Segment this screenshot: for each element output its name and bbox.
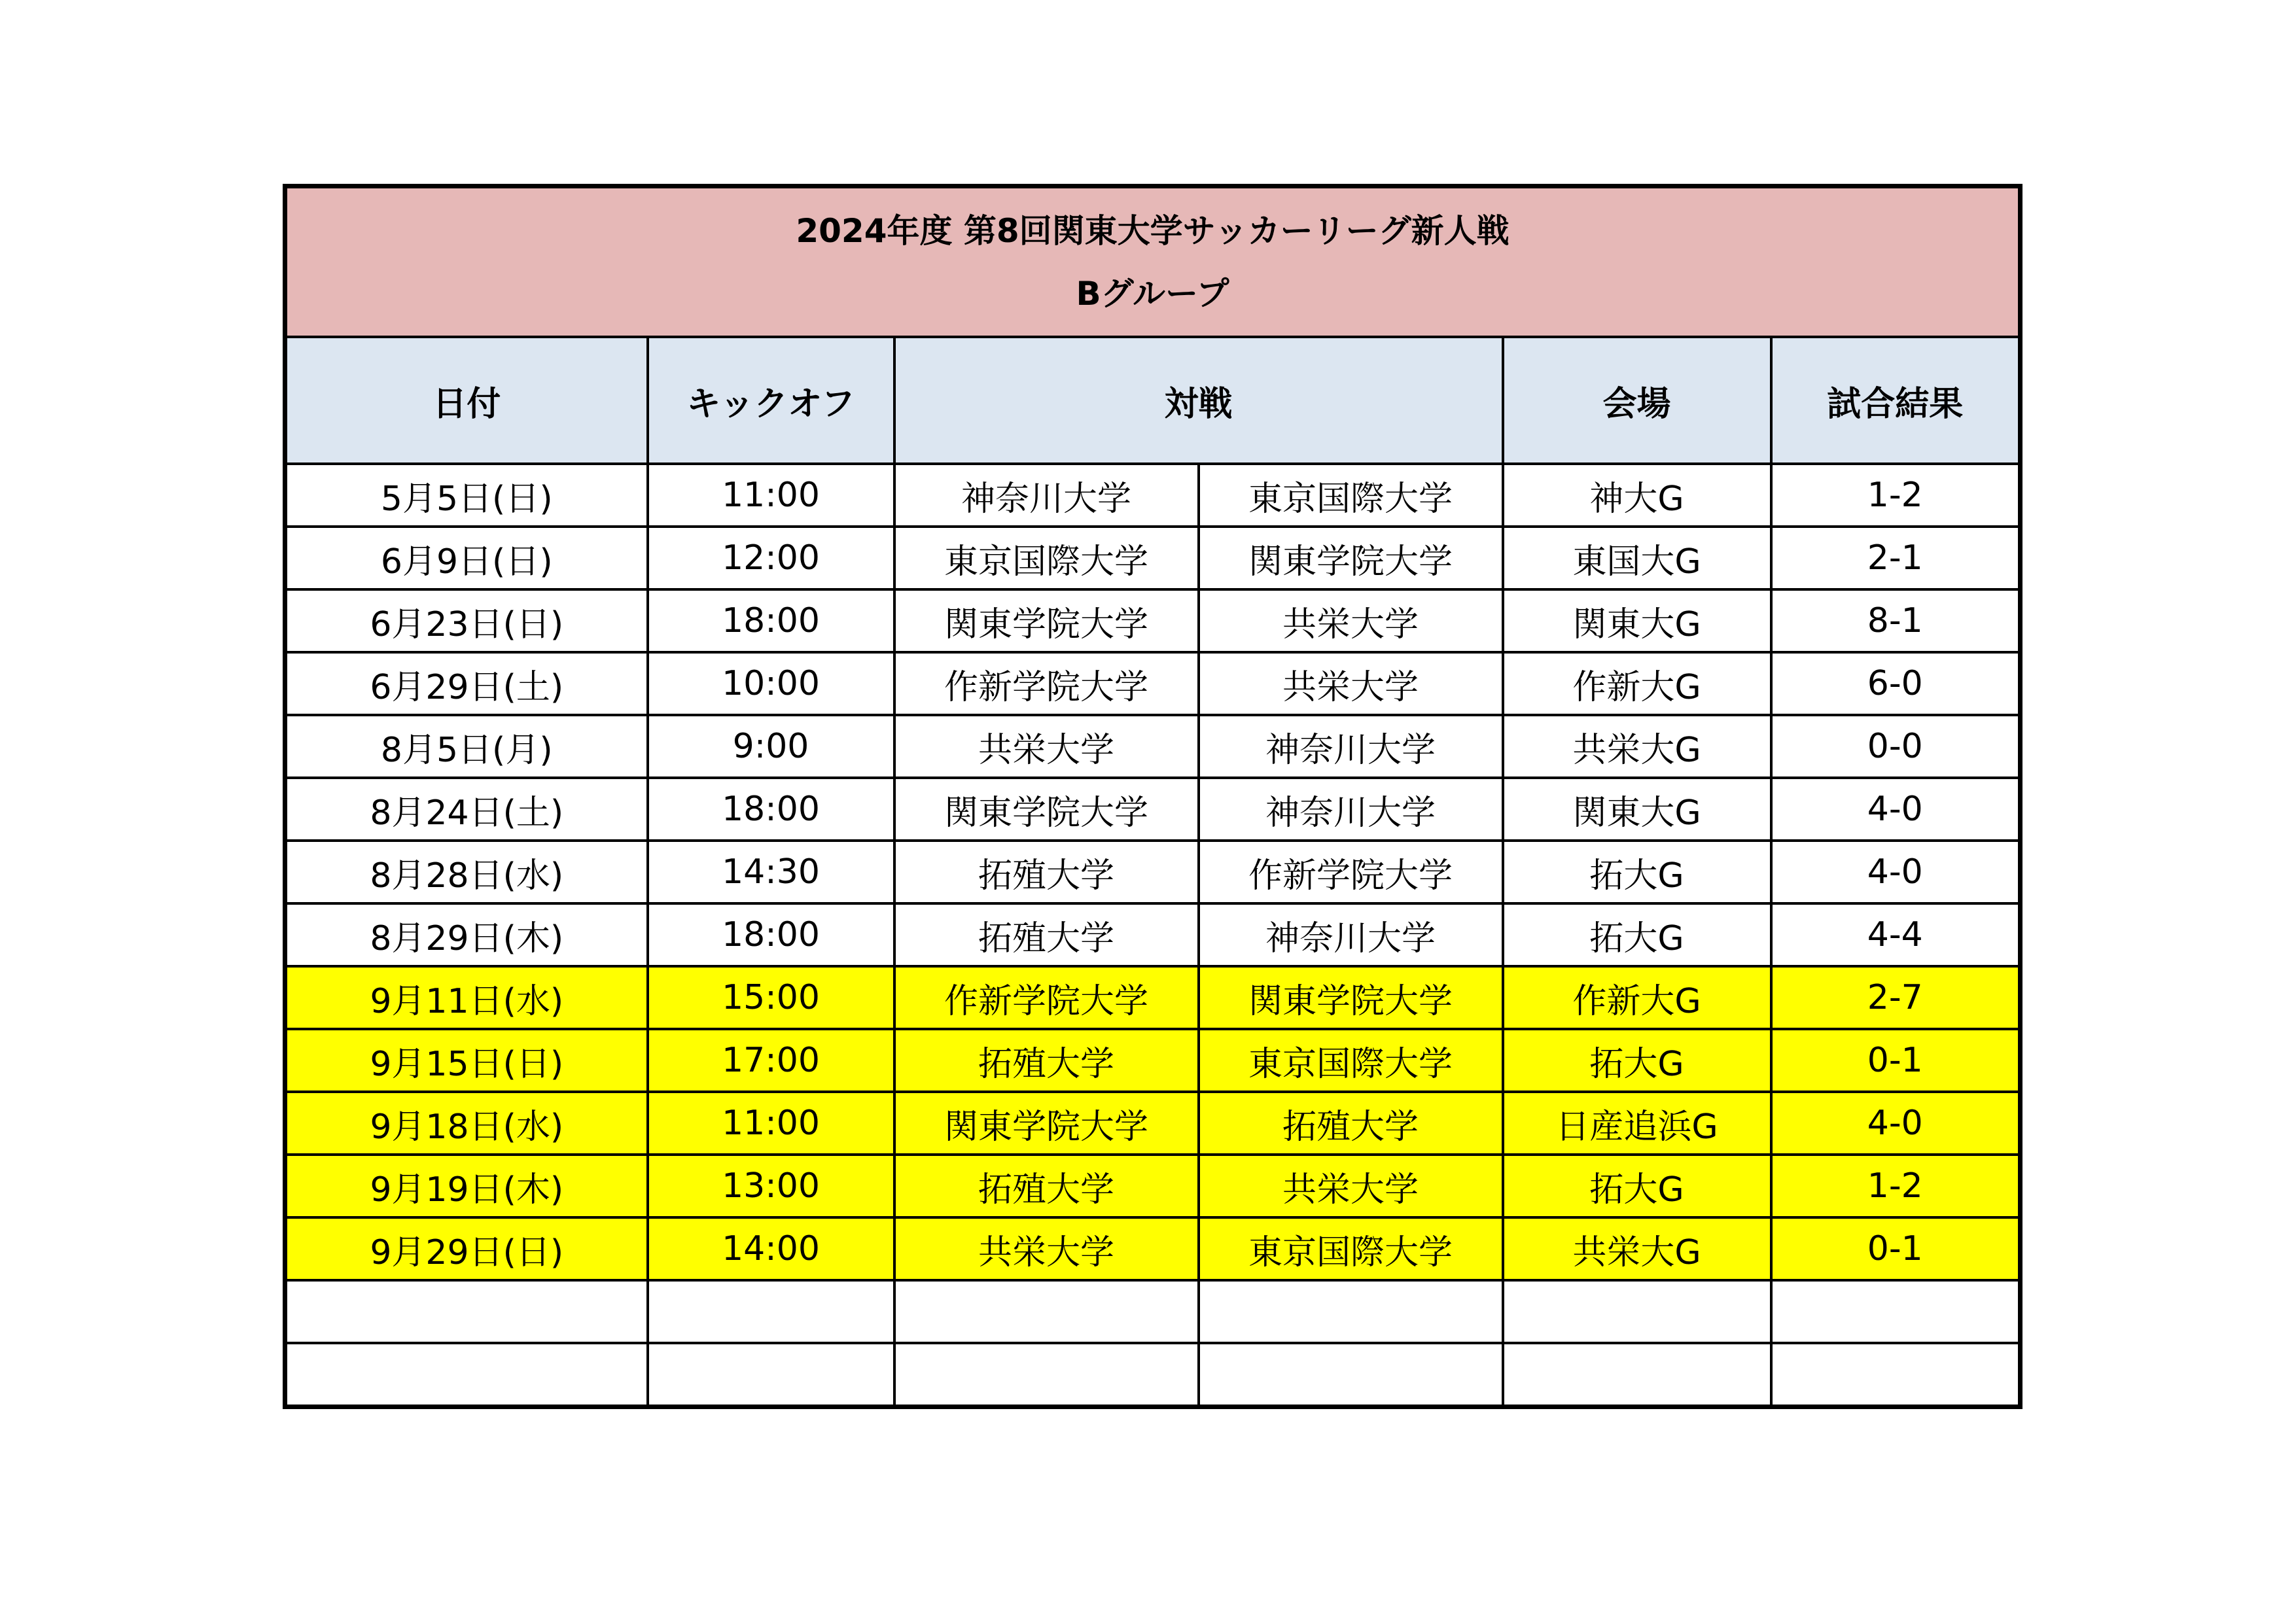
cell-date: 9月11日(水) <box>285 966 648 1029</box>
cell-date: 6月23日(日) <box>285 589 648 652</box>
table-row <box>285 1217 2021 1280</box>
cell-venue: 東国大G <box>1503 527 1771 589</box>
cell-result: 0-1 <box>1771 1029 2021 1092</box>
cell-home-team: 拓殖大学 <box>894 841 1199 903</box>
cell-home-team: 作新学院大学 <box>894 652 1199 715</box>
cell-date: 8月5日(月) <box>285 715 648 778</box>
cell-away-team: 東京国際大学 <box>1199 464 1503 527</box>
cell-result: 6-0 <box>1771 652 2021 715</box>
cell-venue: 作新大G <box>1503 966 1771 1029</box>
cell-result: 4-4 <box>1771 903 2021 966</box>
cell-venue: 拓大G <box>1503 841 1771 903</box>
cell-away-team: 神奈川大学 <box>1199 778 1503 841</box>
cell-home-team: 拓殖大学 <box>894 1029 1199 1092</box>
cell-kickoff: 12:00 <box>648 527 894 589</box>
cell-away-team: 関東学院大学 <box>1199 527 1503 589</box>
header-venue: 会場 <box>1503 337 1771 464</box>
cell-kickoff: 11:00 <box>648 464 894 527</box>
cell-away-team: 関東学院大学 <box>1199 966 1503 1029</box>
header-match: 対戦 <box>894 337 1503 464</box>
cell-away-team: 共栄大学 <box>1199 589 1503 652</box>
cell-home-team: 神奈川大学 <box>894 464 1199 527</box>
table-row <box>285 1029 2021 1092</box>
cell-result: 4-0 <box>1771 1092 2021 1155</box>
cell-venue: 日産追浜G <box>1503 1092 1771 1155</box>
cell-venue: 拓大G <box>1503 1029 1771 1092</box>
cell-venue <box>1503 1343 1771 1407</box>
cell-date <box>285 1343 648 1407</box>
cell-away-team: 作新学院大学 <box>1199 841 1503 903</box>
cell-result <box>1771 1280 2021 1343</box>
cell-kickoff: 9:00 <box>648 715 894 778</box>
cell-kickoff: 17:00 <box>648 1029 894 1092</box>
cell-date: 9月29日(日) <box>285 1217 648 1280</box>
cell-date: 9月19日(木) <box>285 1155 648 1217</box>
cell-away-team: 拓殖大学 <box>1199 1092 1503 1155</box>
cell-kickoff: 14:30 <box>648 841 894 903</box>
cell-date: 8月29日(木) <box>285 903 648 966</box>
cell-home-team: 共栄大学 <box>894 715 1199 778</box>
cell-venue: 拓大G <box>1503 903 1771 966</box>
table-row <box>285 841 2021 903</box>
header-date: 日付 <box>285 337 648 464</box>
cell-venue: 共栄大G <box>1503 715 1771 778</box>
table-row <box>285 715 2021 778</box>
header-row <box>285 337 2021 464</box>
cell-venue: 共栄大G <box>1503 1217 1771 1280</box>
cell-result: 2-7 <box>1771 966 2021 1029</box>
cell-date <box>285 1280 648 1343</box>
cell-venue: 関東大G <box>1503 589 1771 652</box>
cell-date: 8月28日(水) <box>285 841 648 903</box>
cell-date: 9月18日(水) <box>285 1092 648 1155</box>
table-row <box>285 966 2021 1029</box>
cell-venue: 作新大G <box>1503 652 1771 715</box>
cell-home-team: 関東学院大学 <box>894 1092 1199 1155</box>
title-line-2: Bグループ <box>1076 274 1229 313</box>
cell-home-team <box>894 1343 1199 1407</box>
table-row <box>285 1092 2021 1155</box>
cell-date: 5月5日(日) <box>285 464 648 527</box>
cell-date: 9月15日(日) <box>285 1029 648 1092</box>
header-kickoff: キックオフ <box>648 337 894 464</box>
cell-venue <box>1503 1280 1771 1343</box>
cell-kickoff: 18:00 <box>648 778 894 841</box>
cell-result: 8-1 <box>1771 589 2021 652</box>
cell-result: 0-0 <box>1771 715 2021 778</box>
cell-home-team: 関東学院大学 <box>894 778 1199 841</box>
cell-kickoff: 15:00 <box>648 966 894 1029</box>
cell-result: 4-0 <box>1771 778 2021 841</box>
table-row <box>285 589 2021 652</box>
cell-result <box>1771 1343 2021 1407</box>
cell-date: 6月29日(土) <box>285 652 648 715</box>
cell-away-team: 神奈川大学 <box>1199 715 1503 778</box>
cell-home-team: 作新学院大学 <box>894 966 1199 1029</box>
cell-date: 6月9日(日) <box>285 527 648 589</box>
cell-home-team: 拓殖大学 <box>894 903 1199 966</box>
cell-venue: 神大G <box>1503 464 1771 527</box>
cell-result: 4-0 <box>1771 841 2021 903</box>
schedule-table <box>283 184 2022 1409</box>
cell-venue: 関東大G <box>1503 778 1771 841</box>
table-row <box>285 527 2021 589</box>
cell-away-team: 神奈川大学 <box>1199 903 1503 966</box>
table-title <box>285 186 2021 338</box>
table-row <box>285 1343 2021 1407</box>
title-line-1: 2024年度 第8回関東大学サッカーリーグ新人戦 <box>796 211 1510 250</box>
cell-kickoff: 18:00 <box>648 589 894 652</box>
cell-kickoff: 14:00 <box>648 1217 894 1280</box>
cell-home-team: 共栄大学 <box>894 1217 1199 1280</box>
header-result: 試合結果 <box>1771 337 2021 464</box>
cell-home-team: 関東学院大学 <box>894 589 1199 652</box>
cell-away-team: 共栄大学 <box>1199 1155 1503 1217</box>
cell-away-team: 東京国際大学 <box>1199 1217 1503 1280</box>
cell-result: 0-1 <box>1771 1217 2021 1280</box>
cell-kickoff: 10:00 <box>648 652 894 715</box>
cell-away-team: 東京国際大学 <box>1199 1029 1503 1092</box>
cell-date: 8月24日(土) <box>285 778 648 841</box>
table-row <box>285 1155 2021 1217</box>
cell-kickoff: 18:00 <box>648 903 894 966</box>
title-row <box>285 186 2021 338</box>
cell-result: 1-2 <box>1771 464 2021 527</box>
cell-venue: 拓大G <box>1503 1155 1771 1217</box>
cell-kickoff: 11:00 <box>648 1092 894 1155</box>
cell-result: 2-1 <box>1771 527 2021 589</box>
cell-away-team: 共栄大学 <box>1199 652 1503 715</box>
cell-home-team: 東京国際大学 <box>894 527 1199 589</box>
cell-home-team: 拓殖大学 <box>894 1155 1199 1217</box>
cell-kickoff <box>648 1280 894 1343</box>
cell-away-team <box>1199 1280 1503 1343</box>
table-row <box>285 1280 2021 1343</box>
table-row <box>285 464 2021 527</box>
cell-kickoff <box>648 1343 894 1407</box>
table-row <box>285 778 2021 841</box>
table-row <box>285 903 2021 966</box>
cell-kickoff: 13:00 <box>648 1155 894 1217</box>
cell-home-team <box>894 1280 1199 1343</box>
cell-away-team <box>1199 1343 1503 1407</box>
cell-result: 1-2 <box>1771 1155 2021 1217</box>
table-row <box>285 652 2021 715</box>
